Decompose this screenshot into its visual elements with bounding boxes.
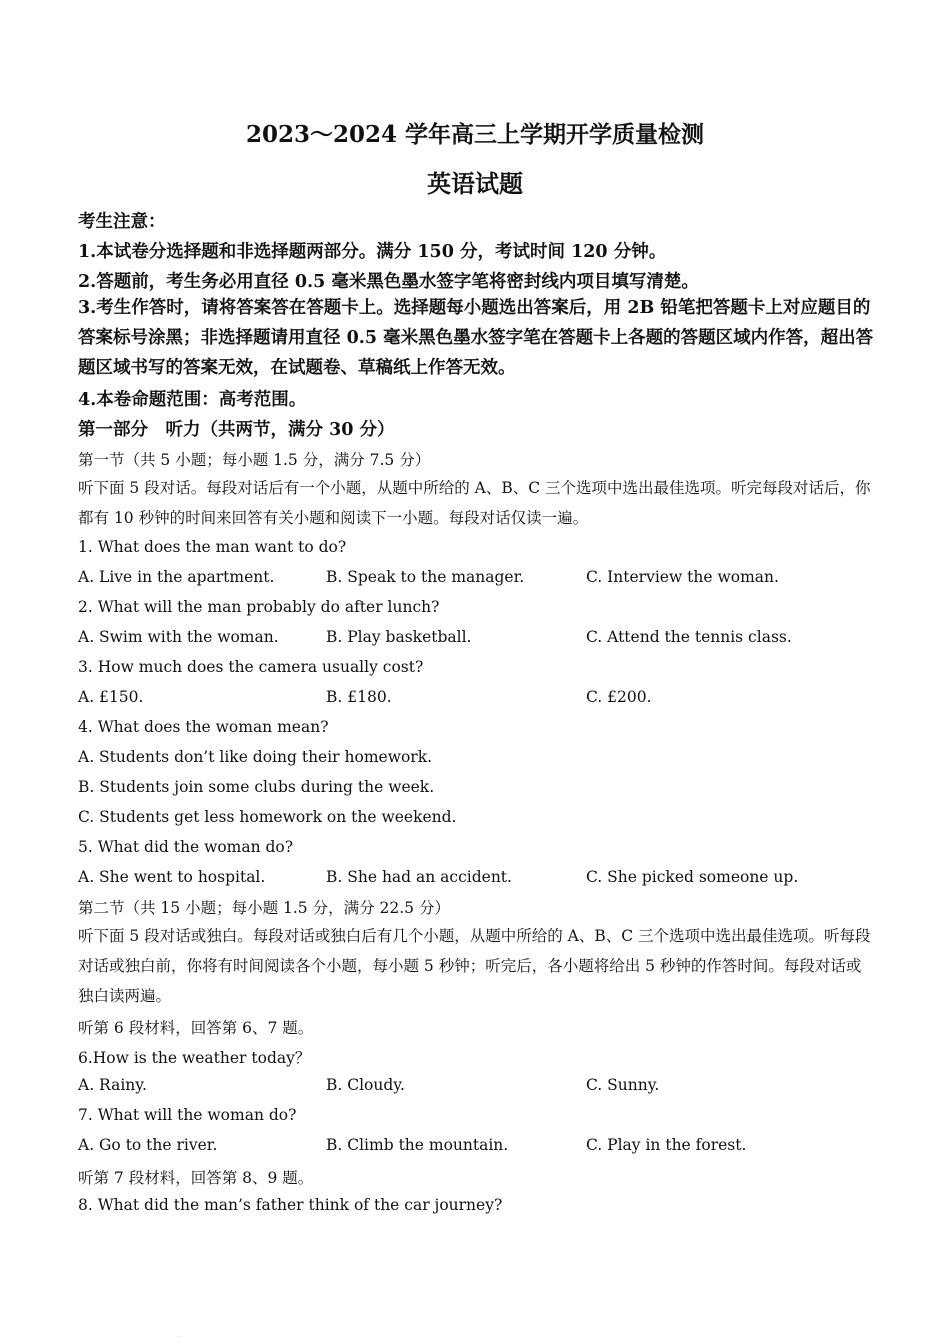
question-7-option-a: A. Go to the river. xyxy=(78,1136,218,1154)
question-5-option-a: A. She went to hospital. xyxy=(78,868,266,886)
section2-heading: 第二节（共 15 小题；每小题 1.5 分，满分 22.5 分） xyxy=(78,899,450,917)
question-1-option-c: C. Interview the woman. xyxy=(586,568,779,586)
notice-item-3: 3.考生作答时，请将答案答在答题卡上。选择题每小题选出答案后，用 2B 铅笔把答题卡上对应题目的答案标号涂黑；非选择题请用直径 0.5 毫米黑色墨水签字笔在答题卡上各题的答题区域内作答，超出答题区域书写的答案无效，在试题卷、草稿纸上作答无效。 xyxy=(78,298,874,378)
question-6-option-a: A. Rainy. xyxy=(78,1076,147,1094)
question-7-stem: 7. What will the woman do? xyxy=(78,1106,297,1124)
material-6-note: 听第 6 段材料，回答第 6、7 题。 xyxy=(78,1019,314,1037)
part1-heading: 第一部分 听力（共两节，满分 30 分） xyxy=(78,420,395,440)
question-8-stem: 8. What did the man’s father think of the car journey? xyxy=(78,1196,503,1214)
scan-speck: . xyxy=(178,1332,180,1339)
question-6-option-c: C. Sunny. xyxy=(586,1076,660,1094)
notice-item-1: 1.本试卷分选择题和非选择题两部分。满分 150 分，考试时间 120 分钟。 xyxy=(78,242,667,262)
question-6-stem: 6.How is the weather today？ xyxy=(78,1049,311,1067)
question-3-option-c: C. £200. xyxy=(586,688,652,706)
exam-title: 2023～2024 学年高三上学期开学质量检测 xyxy=(245,121,705,148)
question-2-option-a: A. Swim with the woman. xyxy=(78,628,279,646)
question-3-option-b: B. £180. xyxy=(326,688,392,706)
question-2-option-b: B. Play basketball. xyxy=(326,628,472,646)
question-4-option-a: A. Students don’t like doing their homework. xyxy=(78,748,433,766)
question-5-stem: 5. What did the woman do? xyxy=(78,838,294,856)
question-5-option-c: C. She picked someone up. xyxy=(586,868,799,886)
question-2-option-c: C. Attend the tennis class. xyxy=(586,628,792,646)
notice-item-4: 4.本卷命题范围：高考范围。 xyxy=(78,390,307,410)
section1-heading: 第一节（共 5 小题；每小题 1.5 分，满分 7.5 分） xyxy=(78,451,431,469)
subject-title: 英语试题 xyxy=(427,169,523,198)
notice-heading: 考生注意： xyxy=(78,212,166,232)
notice-item-2: 2.答题前，考生务必用直径 0.5 毫米黑色墨水签字笔将密封线内项目填写清楚。 xyxy=(78,272,699,292)
question-1-stem: 1. What does the man want to do? xyxy=(78,538,347,556)
question-4-stem: 4. What does the woman mean? xyxy=(78,718,329,736)
question-2-stem: 2. What will the man probably do after lunch? xyxy=(78,598,440,616)
question-3-option-a: A. £150. xyxy=(78,688,144,706)
question-3-stem: 3. How much does the camera usually cost? xyxy=(78,658,424,676)
section1-instructions: 听下面 5 段对话。每段对话后有一个小题，从题中所给的 A、B、C 三个选项中选出最佳选项。听完每段对话后，你都有 10 秒钟的时间来回答有关小题和阅读下一小题。每段对话仅读一遍。 xyxy=(78,479,871,527)
question-1-option-a: A. Live in the apartment. xyxy=(78,568,275,586)
question-5-option-b: B. She had an accident. xyxy=(326,868,512,886)
question-4-option-c: C. Students get less homework on the weekend. xyxy=(78,808,457,826)
question-6-option-b: B. Cloudy. xyxy=(326,1076,405,1094)
question-4-option-b: B. Students join some clubs during the week. xyxy=(78,778,435,796)
material-7-note: 听第 7 段材料，回答第 8、9 题。 xyxy=(78,1169,314,1187)
section2-instructions: 听下面 5 段对话或独白。每段对话或独白后有几个小题，从题中所给的 A、B、C 三个选项中选出最佳选项。听每段对话或独白前，你将有时间阅读各个小题，每小题 5 秒钟；听完后，各小题将给出 5 秒钟的作答时间。每段对话或独白读两遍。 xyxy=(78,927,871,1005)
question-7-option-b: B. Climb the mountain. xyxy=(326,1136,509,1154)
question-1-option-b: B. Speak to the manager. xyxy=(326,568,525,586)
question-7-option-c: C. Play in the forest. xyxy=(586,1136,747,1154)
